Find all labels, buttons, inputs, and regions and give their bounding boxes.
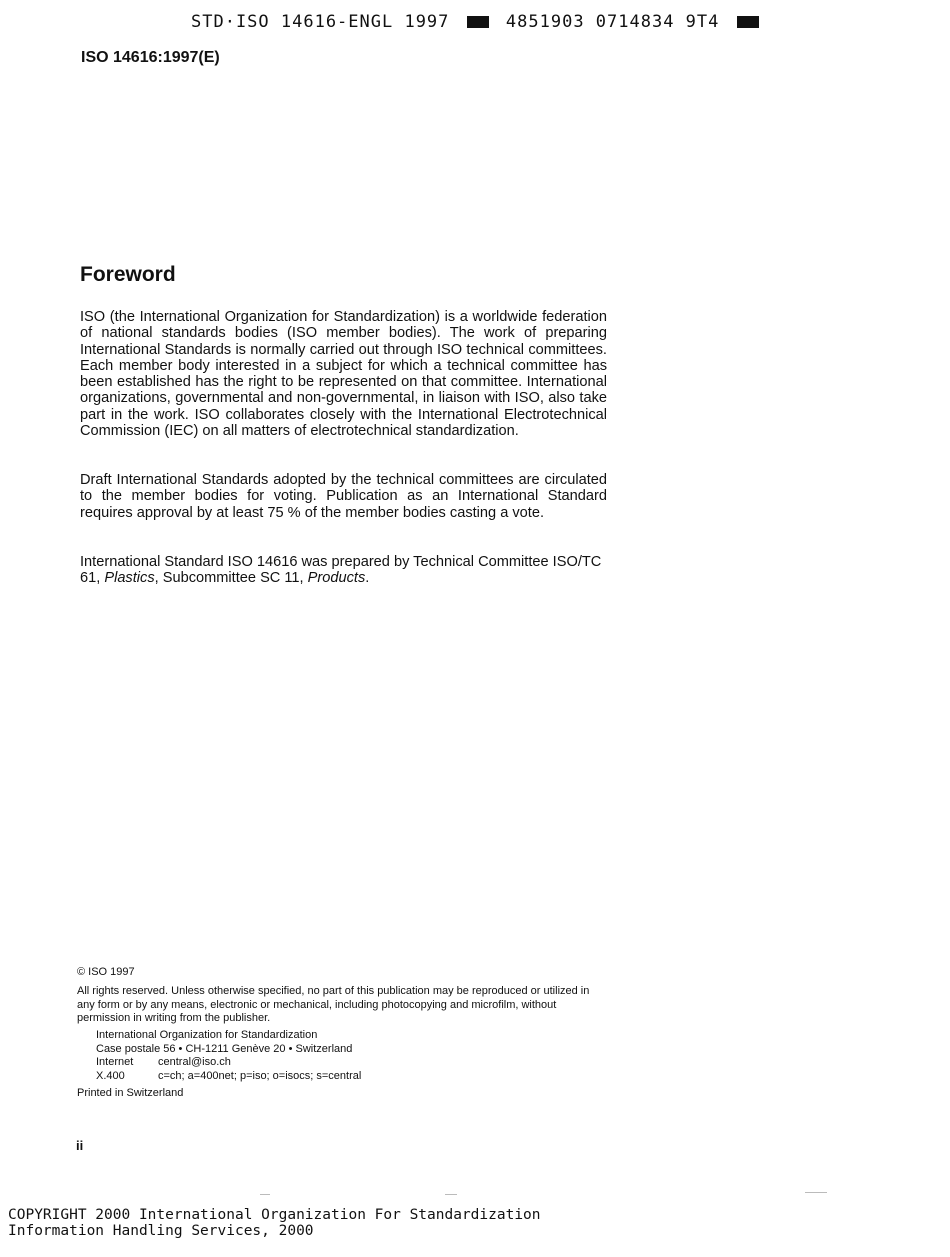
publisher-address xyxy=(96,1029,361,1083)
footer-line-1: COPYRIGHT 2000 International Organization For Standardization xyxy=(8,1207,541,1223)
document-id: ISO 14616:1997(E) xyxy=(81,49,220,66)
scan-speck xyxy=(260,1194,270,1195)
foreword-paragraph-3 xyxy=(80,554,607,587)
p3-text-c: , Subcommittee SC 11, xyxy=(154,570,308,587)
printed-location: Printed in Switzerland xyxy=(77,1087,184,1099)
org-name: International Organization for Standardization xyxy=(96,1029,318,1041)
rights-statement: All rights reserved. Unless otherwise specified, no part of this publication may be reproduced or utilized in any form or by any means, electronic or mechanical, including photocopying and microfilm, without permission in writing from the publisher. xyxy=(77,985,590,1025)
foreword-paragraph-1: ISO (the International Organization for Standardization) is a worldwide federation of national standards bodies (ISO member bodies). The work of preparing International Standards is normally carried out through ISO technical committees. Each member body interested in a subject for which a technical committee has been established has the right to be represented on that committee. International organizations, governmental and non-governmental, in liaison with ISO, also take part in the work. ISO collaborates closely with the International Electrotechnical Commission (IEC) on all matters of electrotechnical standardization. xyxy=(80,309,607,440)
control-code-left: STD·ISO 14616-ENGL 1997 xyxy=(191,12,450,32)
x400-label: X.400 xyxy=(96,1069,125,1082)
footer-line-2: Information Handling Services, 2000 xyxy=(8,1222,314,1239)
x400-value: c=ch; a=400net; p=iso; o=isocs; s=central xyxy=(158,1069,362,1082)
document-control-code xyxy=(191,12,765,32)
internet-value: central@iso.ch xyxy=(158,1056,231,1069)
scan-speck xyxy=(805,1192,827,1193)
copyright-line: © ISO 1997 xyxy=(77,966,135,978)
x400-row xyxy=(96,1070,361,1084)
barcode-block-1 xyxy=(467,16,489,28)
p3-text-e: . xyxy=(365,570,370,587)
p3-text-a: International Standard ISO 14616 was prepared by Technical Committee ISO/TC 61, xyxy=(80,554,602,587)
scan-speck xyxy=(445,1194,457,1195)
copyright-footer xyxy=(8,1208,541,1239)
p3-committee-name: Plastics xyxy=(104,570,155,587)
internet-row xyxy=(96,1056,361,1070)
postal-address: Case postale 56 • CH-1211 Genève 20 • Switzerland xyxy=(96,1042,353,1055)
foreword-paragraph-2: Draft International Standards adopted by the technical committees are circulated to the member bodies for voting. Publication as an International Standard requires approval by at least 75 % of the member bodies casting a vote. xyxy=(80,472,607,521)
p3-subcommittee-name: Products xyxy=(307,570,366,587)
section-heading: Foreword xyxy=(80,263,176,286)
internet-label: Internet xyxy=(96,1056,134,1069)
barcode-block-2 xyxy=(737,16,759,28)
page-number: ii xyxy=(76,1138,84,1153)
control-code-right: 4851903 0714834 9T4 xyxy=(505,12,720,32)
